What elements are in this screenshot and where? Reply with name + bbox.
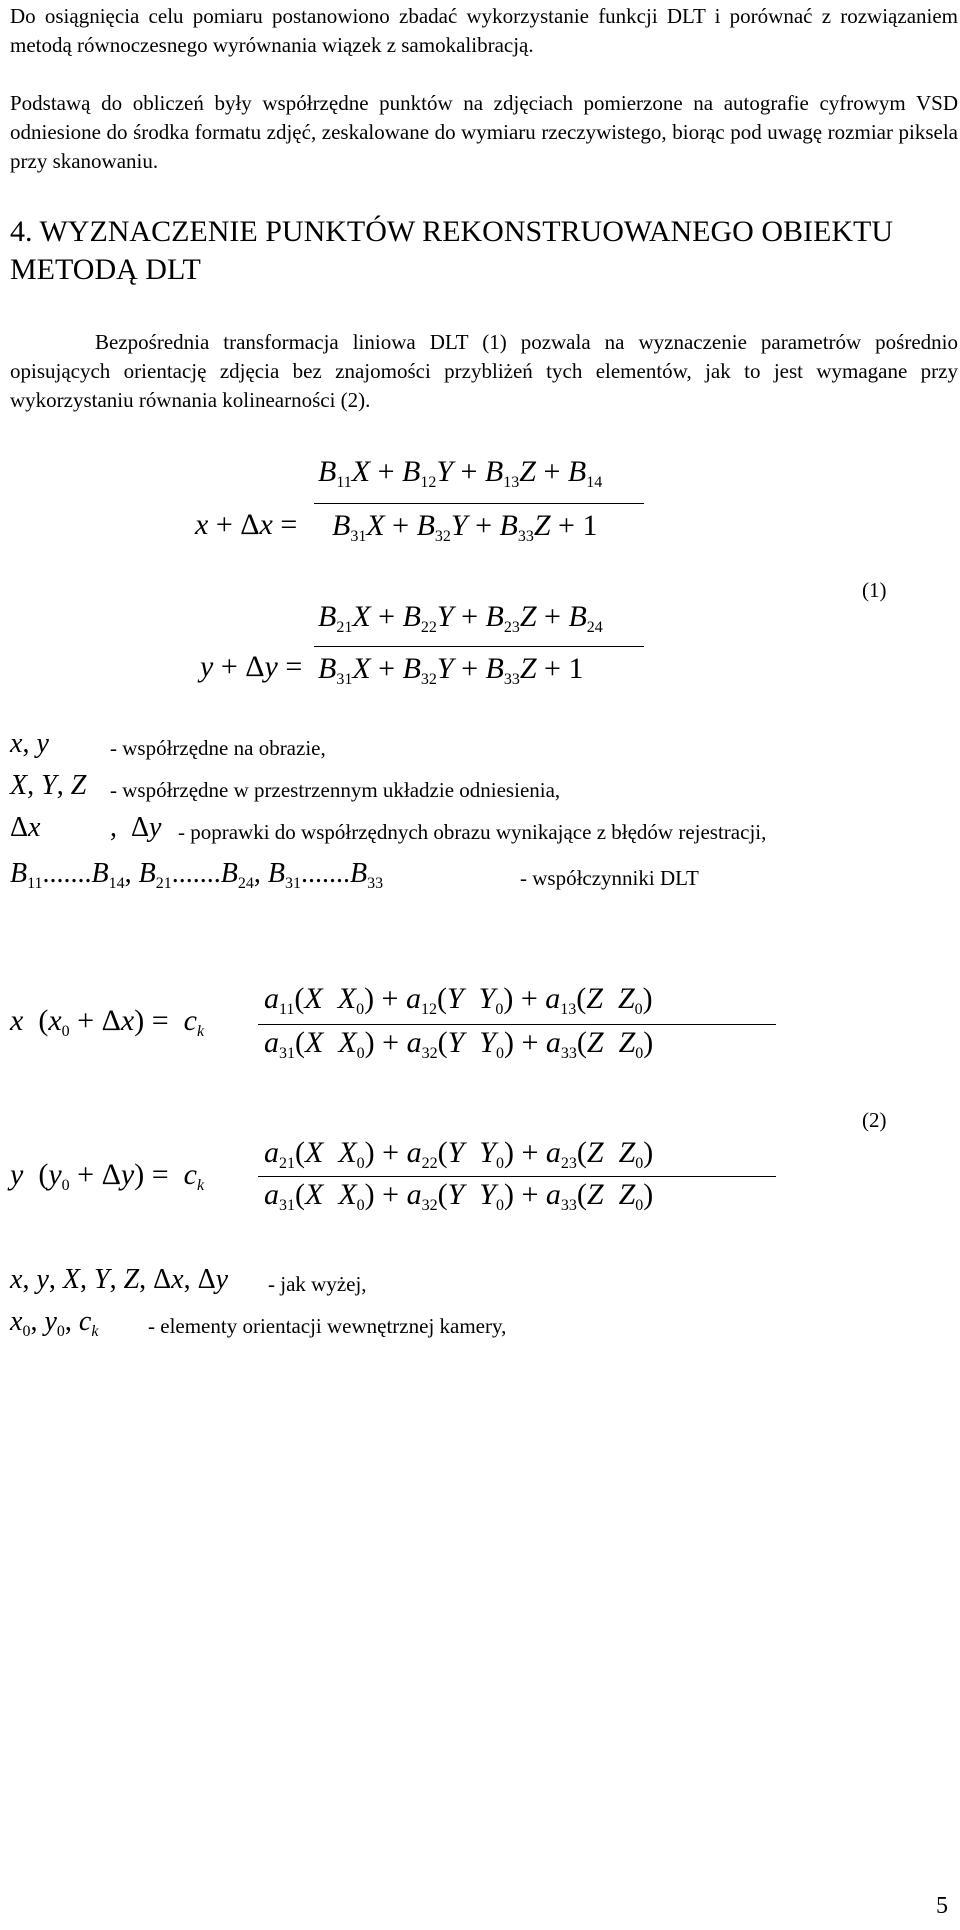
eq1-def4-symbol: $B_{11}.......B_{14}$, $B_{21}.......B_{24}$, $B_{31}.......B_{33}$ — [10, 858, 384, 892]
eq2-def2-symbol: $x_0$, $y_0$, $c_k$ — [10, 1306, 99, 1340]
eq1-y-lhs: y + Δy = — [200, 650, 303, 683]
eq1-y-denominator: $B_{31}X + B_{32}Y + B_{33}Z + 1$ — [318, 652, 584, 688]
eq1-y-numerator: $B_{21}X + B_{22}Y + B_{23}Z + B_{24}$ — [318, 600, 603, 636]
eq1-def4-text: - współczynniki DLT — [520, 866, 699, 890]
eq1-def2-symbol: X, Y, Z — [10, 770, 87, 801]
intro-paragraph-2: Podstawą do obliczeń były współrzędne punktów na zdjęciach pomierzone na autografie cyfrowym VSD odniesione do środka formatu zdjęć, zeskalowane do wymiaru rzeczywistego, biorąc pod uwagę rozmiar piksela przy skanowaniu. — [10, 91, 958, 173]
eq2-def2-text: - elementy orientacji wewnętrznej kamery, — [148, 1314, 507, 1338]
eq2-def1-symbol: x, y, X, Y, Z, Δx, Δy — [10, 1264, 229, 1295]
eq2-y-denominator: $a_{31}(X$ $X_0) + a_{32}(Y$ $Y_0) + a_{33}(Z$ $Z_0$) — [264, 1178, 654, 1214]
eq2-def1-text: - jak wyżej, — [268, 1272, 367, 1296]
eq1-def1-text: - współrzędne na obrazie, — [110, 736, 326, 760]
eq1-x-fraction-bar — [314, 503, 644, 504]
eq1-x-denominator: $B_{31}X + B_{32}Y + B_{33}Z + 1$ — [332, 509, 598, 545]
page-number: 5 — [936, 1893, 948, 1919]
eq2-x-lhs: x $(x_0 + \Delta x) = c_k$ — [10, 1004, 205, 1040]
eq2-y-fraction-bar — [258, 1176, 776, 1177]
eq1-def3-symbol-dy: , Δy — [110, 812, 162, 843]
intro-paragraph-1: Do osiągnięcia celu pomiaru postanowiono zbadać wykorzystanie funkcji DLT i porównać z rozwiązaniem metodą równoczesnego wyrównania wiązek z samokalibracją. — [10, 4, 958, 57]
eq1-x-lhs: x + Δx = — [195, 508, 298, 541]
eq1-def3-text: - poprawki do współrzędnych obrazu wynikające z błędów rejestracji, — [178, 820, 767, 844]
section-heading: 4. WYZNACZENIE PUNKTÓW REKONSTRUOWANEGO OBIEKTU METODĄ DLT — [10, 215, 893, 286]
eq1-y-fraction-bar — [314, 646, 644, 647]
eq1-number: (1) — [862, 578, 887, 602]
eq2-x-numerator: $a_{11}(X$ $X_0) + a_{12}(Y$ $Y_0) + a_{13}(Z$ $Z_0$) — [264, 982, 653, 1018]
eq2-x-denominator: $a_{31}(X$ $X_0) + a_{32}(Y$ $Y_0) + a_{33}(Z$ $Z_0$) — [264, 1026, 654, 1062]
eq2-y-numerator: $a_{21}(X$ $X_0) + a_{22}(Y$ $Y_0) + a_{23}(Z$ $Z_0$) — [264, 1136, 654, 1172]
eq2-x-fraction-bar — [258, 1024, 776, 1025]
eq1-x-numerator: $B_{11}X + B_{12}Y + B_{13}Z + B_{14}$ — [318, 455, 603, 491]
eq2-y-lhs: y $(y_0 + \Delta y) = c_k$ — [10, 1158, 205, 1194]
section-body: Bezpośrednia transformacja liniowa DLT (1) pozwala na wyznaczenie parametrów pośrednio opisujących orientację zdjęcia bez znajomości przybliżeń tych elementów, jak to jest wymagane przy wykorzystaniu równania kolinearności (2). — [10, 330, 958, 412]
eq2-number: (2) — [862, 1108, 887, 1132]
eq1-def3-symbol: Δx — [10, 812, 41, 843]
eq1-def1-symbol: x, y — [10, 728, 49, 759]
eq1-def2-text: - współrzędne w przestrzennym układzie odniesienia, — [110, 778, 561, 802]
